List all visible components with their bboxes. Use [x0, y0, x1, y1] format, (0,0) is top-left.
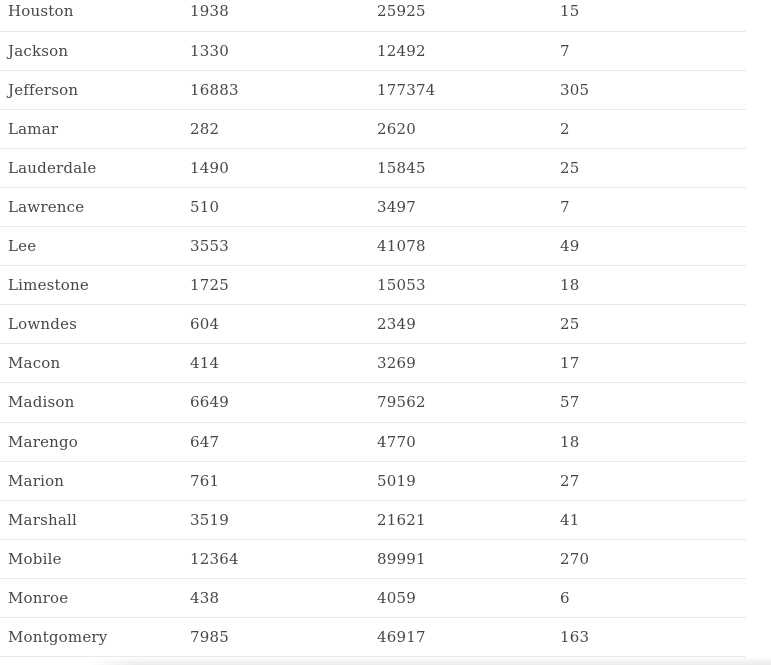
table-row	[0, 148, 746, 187]
value-cell-1: 7985	[190, 618, 377, 657]
value-cell-2: 12492	[377, 31, 560, 70]
value-cell-1: 3519	[190, 500, 377, 539]
county-name-cell: Lauderdale	[0, 148, 190, 187]
value-cell-3: 2	[560, 109, 746, 148]
value-cell-3: 270	[560, 539, 746, 578]
value-cell-2: 2349	[377, 305, 560, 344]
value-cell-1: 12364	[190, 539, 377, 578]
next-section-top-edge	[0, 658, 771, 665]
table-row	[0, 578, 746, 617]
value-cell-3: 305	[560, 70, 746, 109]
county-name-cell: Lamar	[0, 109, 190, 148]
county-name-cell: Mobile	[0, 539, 190, 578]
value-cell-2: 46917	[377, 618, 560, 657]
table-row	[0, 461, 746, 500]
value-cell-3: 49	[560, 227, 746, 266]
county-name-cell: Jefferson	[0, 70, 190, 109]
value-cell-3: 15	[560, 0, 746, 31]
value-cell-1: 1330	[190, 31, 377, 70]
value-cell-3: 57	[560, 383, 746, 422]
table-row	[0, 344, 746, 383]
value-cell-1: 6649	[190, 383, 377, 422]
table-row	[0, 31, 746, 70]
value-cell-1: 1490	[190, 148, 377, 187]
county-name-cell: Marshall	[0, 500, 190, 539]
value-cell-1: 16883	[190, 70, 377, 109]
value-cell-1: 3553	[190, 227, 377, 266]
value-cell-3: 27	[560, 461, 746, 500]
table-row	[0, 383, 746, 422]
value-cell-2: 5019	[377, 461, 560, 500]
value-cell-2: 89991	[377, 539, 560, 578]
county-name-cell: Marengo	[0, 422, 190, 461]
value-cell-1: 282	[190, 109, 377, 148]
value-cell-1: 510	[190, 187, 377, 226]
table-row	[0, 109, 746, 148]
value-cell-1: 414	[190, 344, 377, 383]
value-cell-2: 41078	[377, 227, 560, 266]
value-cell-2: 3497	[377, 187, 560, 226]
value-cell-1: 761	[190, 461, 377, 500]
table-row	[0, 70, 746, 109]
value-cell-2: 15845	[377, 148, 560, 187]
value-cell-2: 79562	[377, 383, 560, 422]
county-name-cell: Houston	[0, 0, 190, 31]
county-name-cell: Monroe	[0, 578, 190, 617]
value-cell-1: 1938	[190, 0, 377, 31]
county-name-cell: Lawrence	[0, 187, 190, 226]
county-name-cell: Montgomery	[0, 618, 190, 657]
value-cell-3: 7	[560, 31, 746, 70]
value-cell-3: 18	[560, 422, 746, 461]
table-row	[0, 422, 746, 461]
value-cell-1: 438	[190, 578, 377, 617]
value-cell-3: 163	[560, 618, 746, 657]
value-cell-3: 18	[560, 266, 746, 305]
table-row	[0, 500, 746, 539]
value-cell-1: 647	[190, 422, 377, 461]
county-name-cell: Lowndes	[0, 305, 190, 344]
value-cell-2: 4059	[377, 578, 560, 617]
value-cell-2: 177374	[377, 70, 560, 109]
county-name-cell: Jackson	[0, 31, 190, 70]
table-row	[0, 618, 746, 657]
value-cell-3: 7	[560, 187, 746, 226]
value-cell-3: 17	[560, 344, 746, 383]
county-name-cell: Macon	[0, 344, 190, 383]
value-cell-2: 21621	[377, 500, 560, 539]
county-name-cell: Madison	[0, 383, 190, 422]
value-cell-3: 25	[560, 148, 746, 187]
value-cell-2: 25925	[377, 0, 560, 31]
value-cell-3: 25	[560, 305, 746, 344]
value-cell-3: 6	[560, 578, 746, 617]
value-cell-2: 2620	[377, 109, 560, 148]
value-cell-1: 604	[190, 305, 377, 344]
table-row	[0, 539, 746, 578]
value-cell-1: 1725	[190, 266, 377, 305]
table-row	[0, 305, 746, 344]
table-row	[0, 227, 746, 266]
value-cell-2: 4770	[377, 422, 560, 461]
table-row	[0, 266, 746, 305]
value-cell-3: 41	[560, 500, 746, 539]
table-row	[0, 0, 746, 31]
county-name-cell: Limestone	[0, 266, 190, 305]
county-name-cell: Marion	[0, 461, 190, 500]
county-name-cell: Lee	[0, 227, 190, 266]
table-row	[0, 187, 746, 226]
value-cell-2: 3269	[377, 344, 560, 383]
value-cell-2: 15053	[377, 266, 560, 305]
